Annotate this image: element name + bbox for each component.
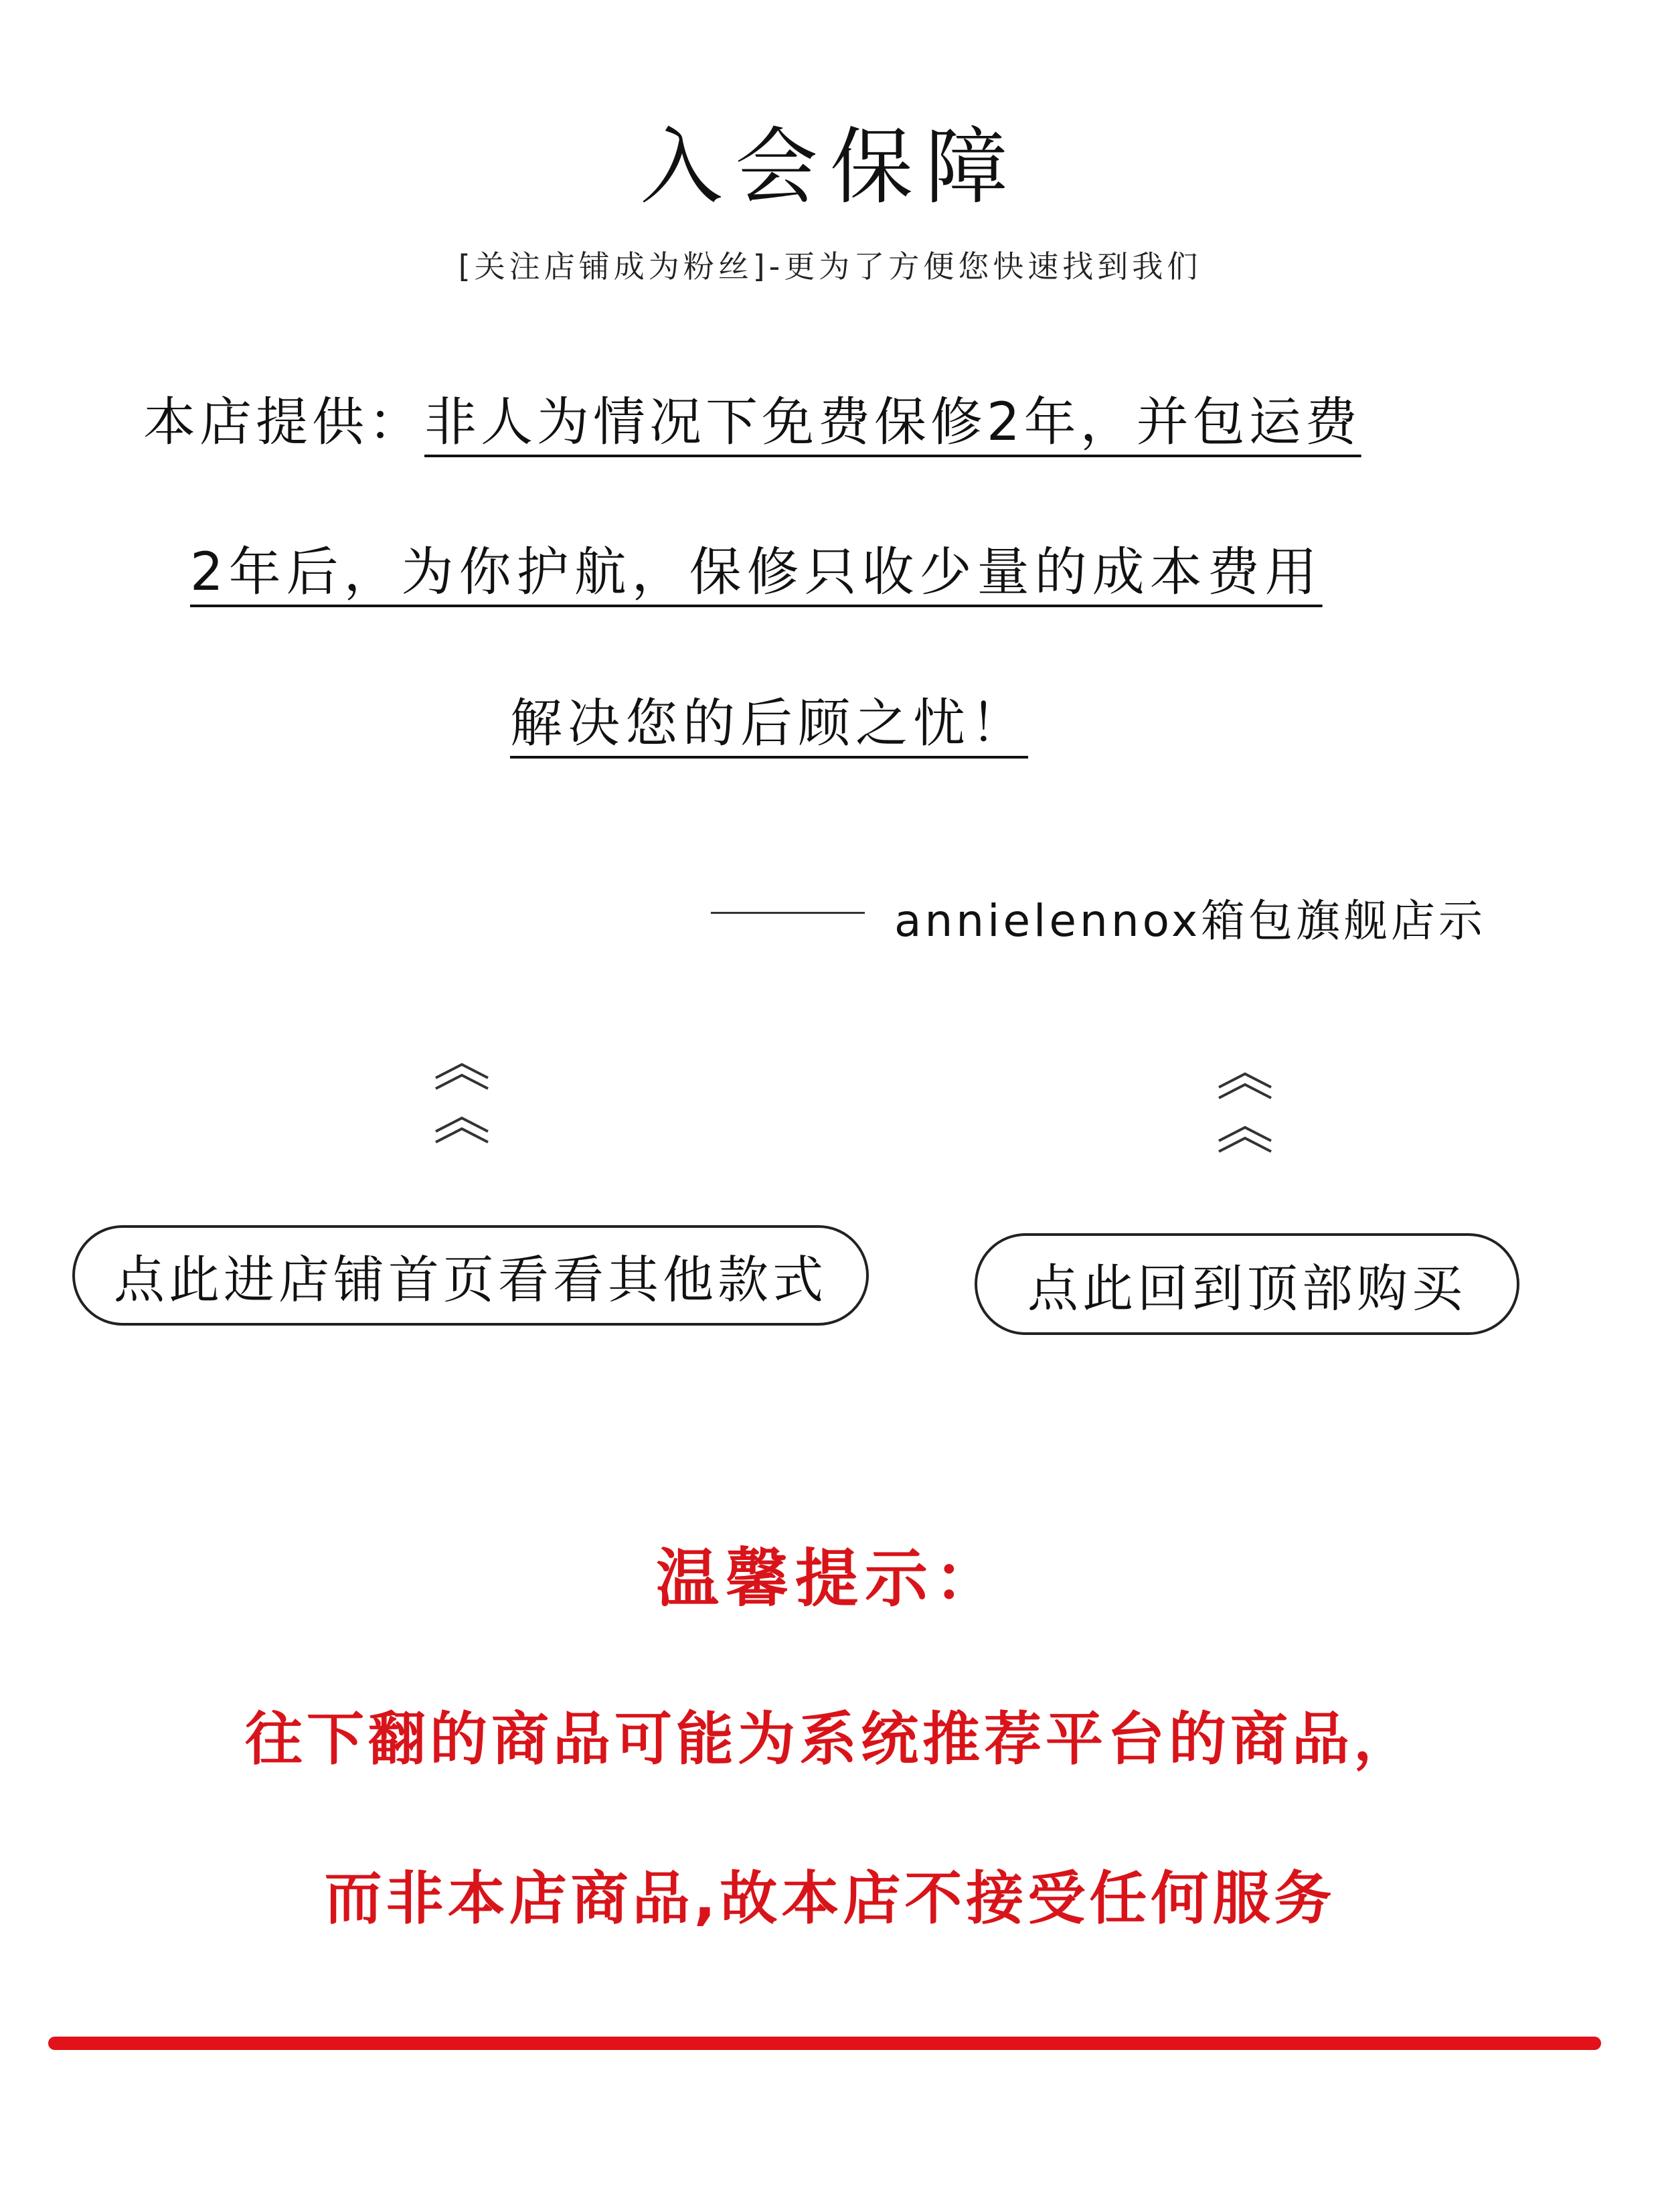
guarantee-line-1 bbox=[143, 380, 1361, 455]
double-chevron-up-icon bbox=[1215, 1060, 1275, 1161]
guarantee-line-2: 2年后，为你护航，保修只收少量的成本费用 bbox=[190, 542, 1323, 603]
page-subtitle: [关注店铺成为粉丝]-更为了方便您快速找到我们 bbox=[458, 248, 1202, 285]
notice-line-1: 往下翻的商品可能为系统推荐平台的商品， bbox=[245, 1706, 1415, 1773]
back-to-top-button-label: 点此回到顶部购买 bbox=[1027, 1258, 1467, 1318]
guarantee-line-1-highlight: 非人为情况下免费保修2年，并包运费 bbox=[424, 392, 1361, 453]
notice-title: 温馨提示： bbox=[655, 1543, 1004, 1615]
guarantee-line-1-prefix: 本店提供： bbox=[143, 392, 425, 453]
bottom-divider bbox=[48, 2037, 1601, 2050]
notice-line-2: 而非本店商品,故本店不接受任何服务 bbox=[324, 1865, 1336, 1932]
signature-dash bbox=[711, 912, 865, 914]
store-signature: annielennox箱包旗舰店示 bbox=[894, 895, 1487, 947]
shop-home-button[interactable] bbox=[72, 1225, 869, 1326]
page-title: 入会保障 bbox=[639, 119, 1020, 216]
shop-home-button-label: 点此进店铺首页看看其他款式 bbox=[114, 1249, 827, 1310]
back-to-top-button[interactable] bbox=[975, 1233, 1519, 1335]
double-chevron-up-icon bbox=[432, 1051, 492, 1152]
guarantee-line-3: 解决您的后顾之忧！ bbox=[510, 694, 1029, 754]
